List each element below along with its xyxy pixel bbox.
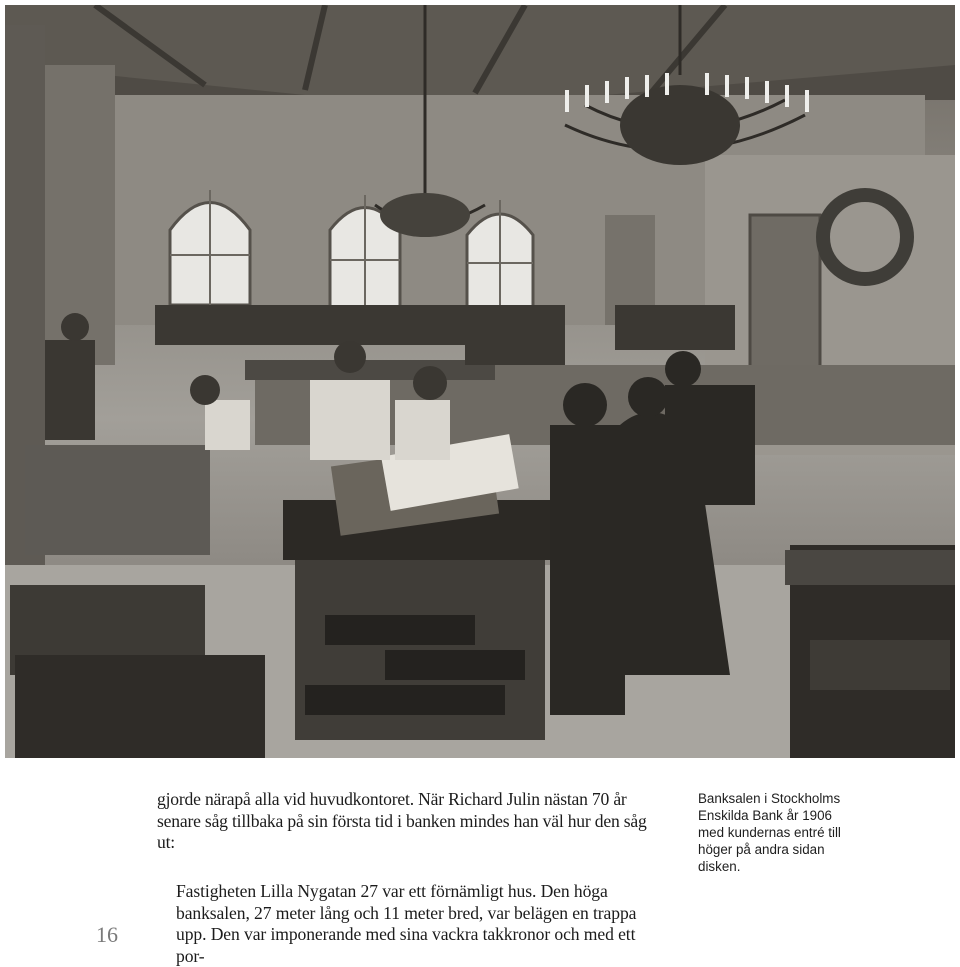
quote-block [176, 881, 668, 967]
photo-caption: Banksalen i Stockholms Enskilda Bank år 1906 med kundernas entré till höger på andra sidan disken. [698, 791, 841, 874]
body-paragraph [157, 789, 667, 854]
quote-paragraph-text: Fastigheten Lilla Nygatan 27 var ett förnämligt hus. Den höga banksalen, 27 meter lång och 11 meter bred, var belägen en trappa upp. Den var imponerande med sina vackra takkronor och med ett por- [176, 881, 637, 966]
historic-bank-hall-photo [5, 5, 955, 758]
photo-illustration [5, 5, 955, 758]
body-paragraph-text: gjorde närapå alla vid huvudkontoret. När Richard Julin nästan 70 år senare såg tillbaka på sin första tid i banken mindes han väl hur den såg ut: [157, 789, 647, 852]
page-number: 16 [96, 922, 118, 947]
